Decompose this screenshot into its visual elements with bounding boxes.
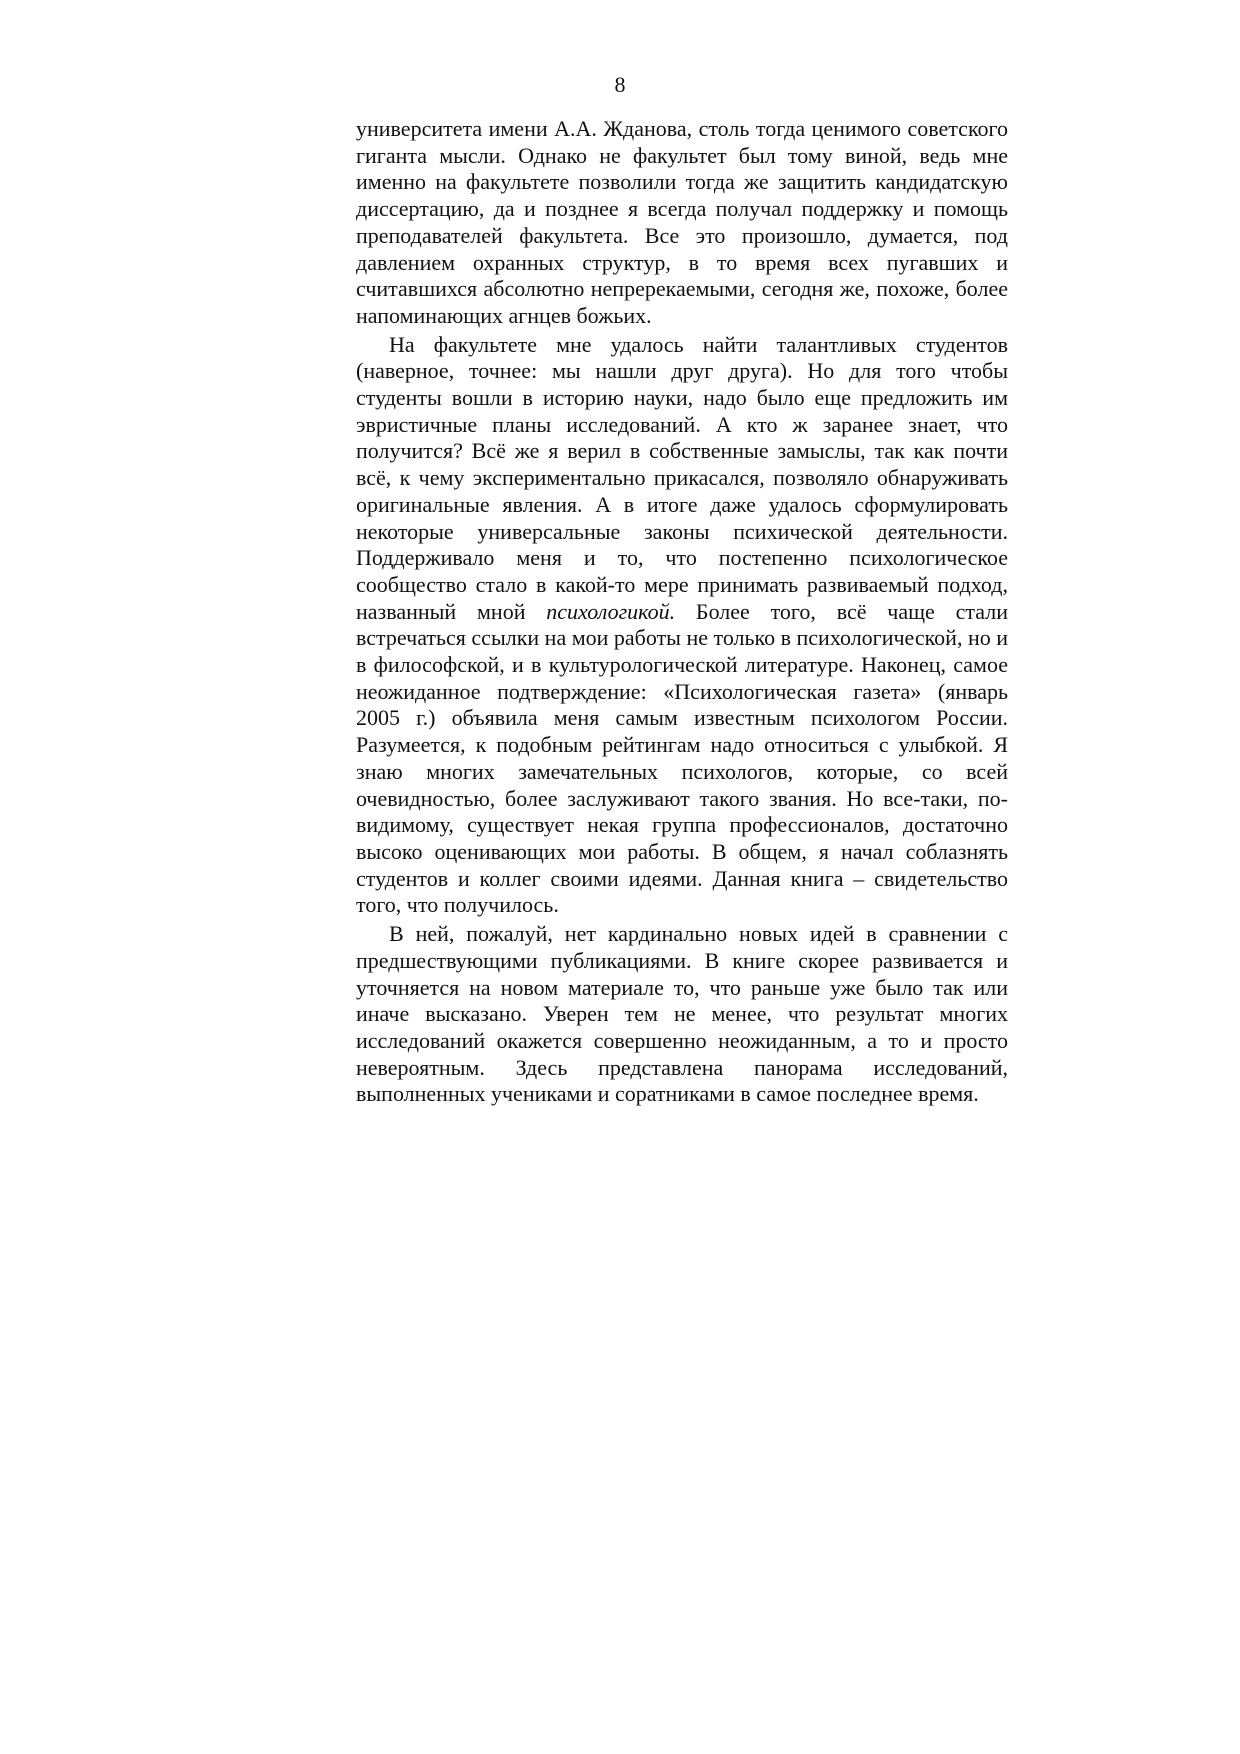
page-number: 8: [614, 72, 626, 97]
paragraph-students-text-end: Более того, всё чаще стали встречаться ссылки на мои работы не только в психологической, но и в философской, и в культурологической литературе. Наконец, самое неожиданное подтверждение: «Психологическая газета» (январь 2005 г.) объявила меня самым известным психологом России. Разумеется, к подобным рейтингам надо относиться с улыбкой. Я знаю многих замечательных психологов, которые, со всей очевидностью, более заслуживают такого звания. Но все-таки, по-видимому, существует некая группа профессионалов, достаточно высоко оценивающих мои работы. В общем, я начал соблазнять студентов и коллег своими идеями. Данная книга – свидетельство того, что получилось.: [356, 598, 1008, 918]
paragraph-continuation: университета имени А.А. Жданова, столь тогда ценимого советского гиганта мысли. Однако не факультет был тому виной, ведь мне именно на факультете позволили тогда же защитить кандидатскую диссертацию, да и позднее я всегда получал поддержку и помощь преподавателей факультета. Все это произошло, думается, под давлением охранных структур, в то время всех пугавших и считавшихся абсолютно непререкаемыми, сегодня же, похоже, более напоминающих агнцев божьих.: [356, 116, 1008, 328]
paragraph-students-text-start: На факультете мне удалось найти талантливых студентов (наверное, точнее: мы нашли друг друга). Но для того чтобы студенты вошли в историю науки, надо было еще предложить им эвристичные планы исследований. А кто ж заранее знает, что получится? Всё же я верил в собственные замыслы, так как почти всё, к чему экспериментально прикасался, позволяло обнаруживать оригинальные явления. А в итоге даже удалось сформулировать некоторые универсальные законы психической деятельности. Поддерживало меня и то, что постепенно психологическое сообщество стало в какой-то мере принимать развиваемый подход, названный мной: [356, 331, 1008, 624]
paragraph-book-overview: В ней, пожалуй, нет кардинально новых идей в сравнении с предшествующими публикациями. В книге скорее развивается и уточняется на новом материале то, что раньше уже было так или иначе высказано. Уверен тем не менее, что результат многих исследований окажется совершенно неожиданным, а то и просто невероятным. Здесь представлена панорама исследований, выполненных учениками и соратниками в самое последнее время.: [356, 921, 1008, 1107]
paragraph-students: [356, 332, 1008, 919]
italic-term-psychologic: психологикой.: [546, 598, 676, 624]
body-text: [356, 116, 1008, 1108]
